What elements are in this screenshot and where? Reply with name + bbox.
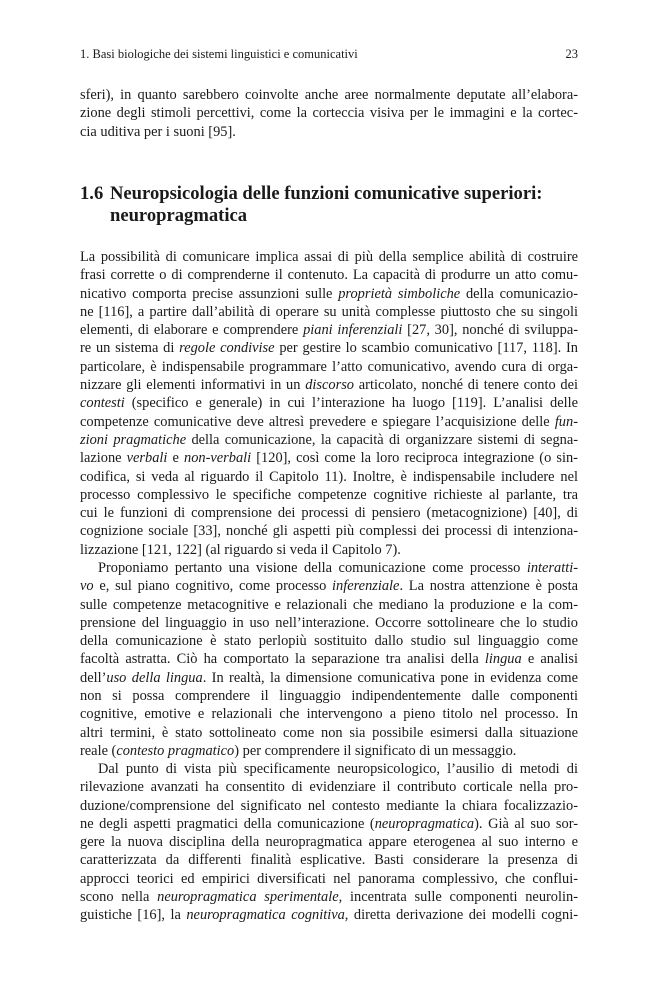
text-line: scono nella neuropragmatica sperimentale, incentrata sulle componenti neurolin- xyxy=(80,889,578,906)
body-paragraph-1 xyxy=(80,248,578,559)
text-line: della comunicazione è stato perlopiù sostituito dallo studio sul linguaggio come xyxy=(80,633,578,650)
text-line: caratterizzata da differenti finalità esplicative. Basti considerare la presenza di xyxy=(80,852,578,869)
text-line: cognitive, emotive e relazionali che intervengono a pieno titolo nel processo. In xyxy=(80,706,578,723)
section-number: 1.6 xyxy=(80,183,104,204)
section-title-line-2: neuropragmatica xyxy=(110,205,248,226)
intro-paragraph xyxy=(80,86,578,141)
page-number: 23 xyxy=(565,47,578,61)
text-line: dell’uso della lingua. In realtà, la dimensione comunicativa pone in evidenza come xyxy=(80,669,578,686)
text-line: competenze comunicative deve altresì prevedere e spiegare l’acquisizione delle fun- xyxy=(80,413,578,430)
text-line: frasi corrette o di comprenderne il contenuto. La capacità di produrre un atto comu- xyxy=(80,267,578,284)
text-line: duzione/comprensione del significato nel contesto mediante la chiara focalizzazio- xyxy=(80,797,578,814)
text-line: sulle competenze metacognitive e relazionali che mediano la produzione e la com- xyxy=(80,596,578,613)
text-line: Proponiamo pertanto una visione della comunicazione come processo interatti- xyxy=(98,560,578,576)
text-line: approcci teorici ed empirici diversificati nel panorama complessivo, che conflui- xyxy=(80,870,578,887)
text-line: reale (contesto pragmatico) per comprendere il significato di un messaggio. xyxy=(80,742,517,759)
text-line: facoltà astratta. Ciò ha comportato la separazione tra analisi della lingua e analisi xyxy=(80,651,578,668)
text-line: La possibilità di comunicare implica assai di più della semplice abilità di costruire xyxy=(80,249,578,265)
text-line: nizzare gli elementi informativi in un discorso articolato, nonché di tenere conto dei xyxy=(80,377,578,394)
text-line: ne degli aspetti pragmatici della comunicazione (neuropragmatica). Già al suo sor- xyxy=(80,815,578,832)
text-line: elementi, di elaborare e comprendere piani inferenziali [27, 30], nonché di sviluppa- xyxy=(80,322,579,339)
text-line: contesti (specifico e generale) in cui l’interazione ha luogo [119]. L’analisi delle xyxy=(80,395,578,412)
text-line: cia uditiva per i suoni [95]. xyxy=(80,123,236,140)
text-line: cognizione sociale [33], nonché gli aspetti più complessi dei processi di intenziona- xyxy=(80,523,578,540)
text-line: processo complessivo le specifiche competenze cognitive richieste al parlante, tra xyxy=(80,486,578,503)
text-line: guistiche [16], la neuropragmatica cognitiva, diretta derivazione dei modelli cogni- xyxy=(80,907,578,924)
body-paragraph-2 xyxy=(80,559,578,760)
text-line: altri termini, è stato sottolineato come non sia possibile esimersi dalla situazione xyxy=(80,724,578,741)
text-line: cui le funzioni di comprensione dei processi di pensiero (metacognizione) [40], di xyxy=(80,505,578,522)
text-line: ne [116], a partire dall’abilità di operare su unità complesse piuttosto che su singoli xyxy=(80,303,578,320)
text-line: codifica, si veda al riguardo il Capitolo 11). Inoltre, è indispensabile includere nel xyxy=(80,468,578,485)
section-heading xyxy=(80,183,578,227)
section-title-line-1: Neuropsicologia delle funzioni comunicative superiori: xyxy=(110,183,543,204)
text-line: nicativo comporta precise assunzioni sulle proprietà simboliche della comunicazio- xyxy=(80,285,578,302)
text-line: Dal punto di vista più specificamente neuropsicologico, l’ausilio di metodi di xyxy=(98,761,578,777)
text-line: lazione verbali e non-verbali [120], così come la loro reciproca integrazione (o sin- xyxy=(80,450,578,467)
text-line: vo e, sul piano cognitivo, come processo inferenziale. La nostra attenzione è posta xyxy=(80,578,579,595)
text-line: gere la nuova disciplina della neuropragmatica appare eterogenea al suo interno e xyxy=(80,834,578,851)
body-paragraph-3 xyxy=(80,760,578,925)
text-line: re un sistema di regole condivise per gestire lo scambio comunicativo [117, 118]. In xyxy=(80,340,578,357)
text-line: particolare, è indispensabile programmare l’atto comunicativo, avendo cura di orga- xyxy=(80,358,578,375)
text-line: lizzazione [121, 122] (al riguardo si veda il Capitolo 7). xyxy=(80,541,401,558)
text-line: zioni pragmatiche della comunicazione, la capacità di organizzare sistemi di segna- xyxy=(80,431,579,448)
text-line: zione degli stimoli percettivi, come la corteccia visiva per le immagini e la cortec- xyxy=(80,105,578,122)
text-line: sferi), in quanto sarebbero coinvolte anche aree normalmente deputate all’elabora- xyxy=(80,87,578,103)
text-line: non si possa comprendere il linguaggio indipendentemente dalle componenti xyxy=(80,688,578,705)
running-title: 1. Basi biologiche dei sistemi linguistici e comunicativi xyxy=(80,47,358,61)
text-line: rilevazione avanzati ha consentito di evidenziare il contributo corticale nella pro- xyxy=(80,779,578,796)
text-line: prensione del linguaggio in uso nell’interazione. Occorre sottolineare che lo studio xyxy=(80,614,578,631)
